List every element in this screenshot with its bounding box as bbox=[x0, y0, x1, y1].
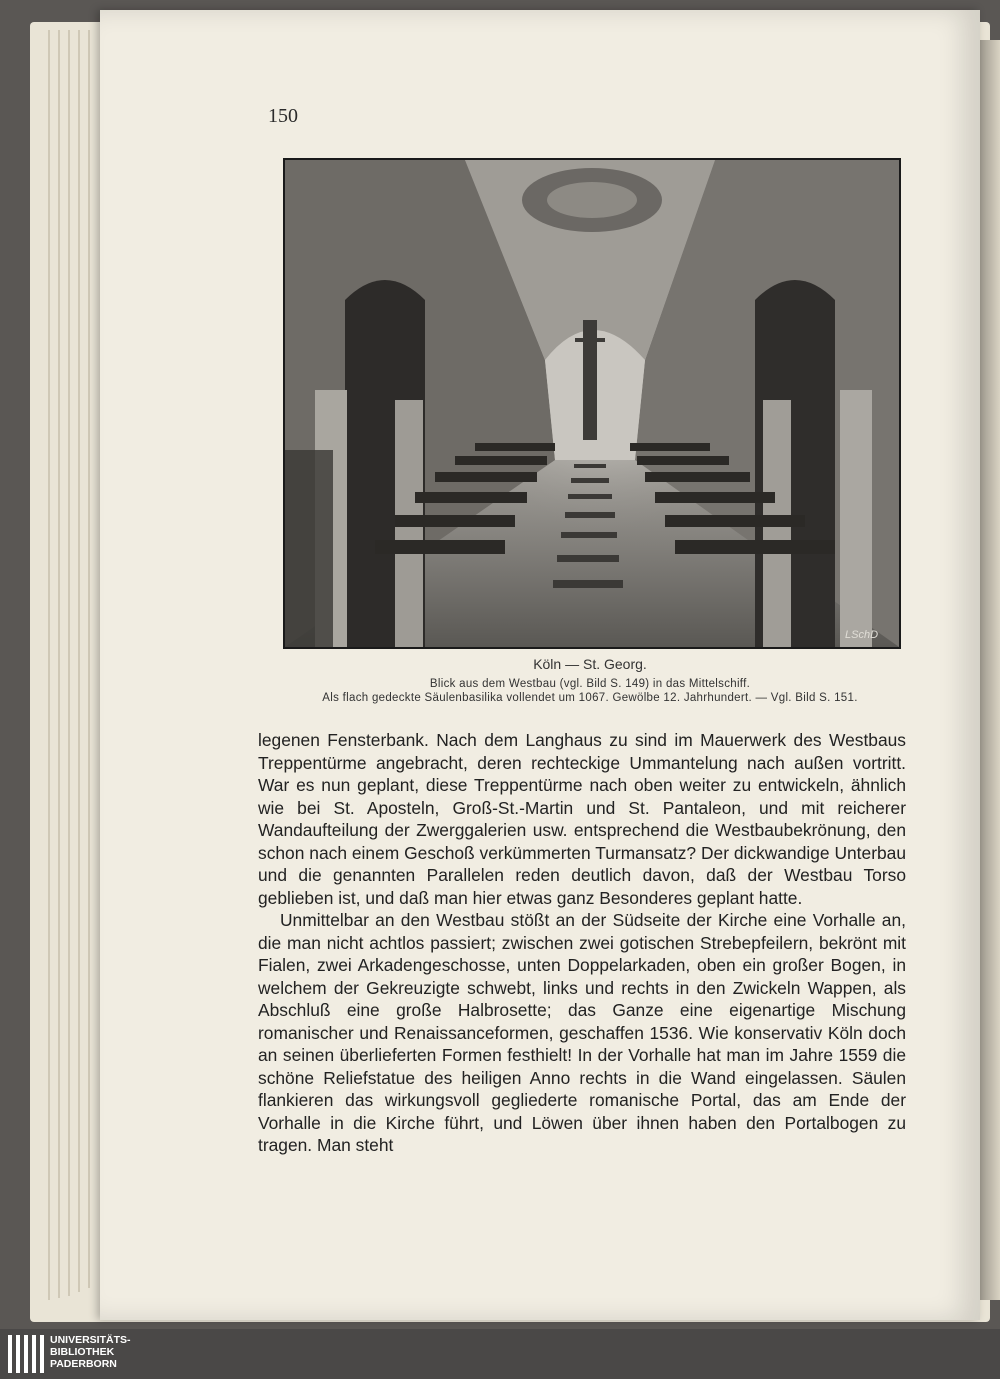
page-number: 150 bbox=[268, 105, 298, 127]
page-stack-edge bbox=[68, 30, 70, 1296]
body-text bbox=[258, 729, 906, 1157]
caption-title: Köln — St. Georg. bbox=[533, 656, 647, 672]
library-name: UNIVERSITÄTS- BIBLIOTHEK PADERBORN bbox=[50, 1334, 131, 1370]
library-footer bbox=[0, 1329, 1000, 1379]
page-stack-edge bbox=[88, 30, 90, 1288]
paragraph: legenen Fensterbank. Nach dem Langhaus zu sind im Mauerwerk des Westbaus Treppentürme angebracht, deren rechteckige Ummantelung nach außen vortritt. War es nun geplant, diese Treppentürme nach oben weiter zu entwickeln, ähnlich wie bei St. Aposteln, Groß-St.-Martin und St. Pantaleon, und mit reicherer Wandaufteilung der Zwerggalerien usw. entsprechend die Westbaubekrönung, den schon nach einem Geschoß verkümmerten Turmansatz? Der dickwandige Unterbau und die genannten Parallelen reden deutlich davon, daß der Westbau Torso geblieben ist, und daß man hier etwas ganz Besonderes geplant hatte. bbox=[258, 730, 906, 908]
paragraph: Unmittelbar an den Westbau stößt an der Südseite der Kirche eine Vorhalle an, die man nicht achtlos passiert; zwischen zwei gotischen Strebepfeilern, bekrönt mit Fialen, zwei Arkadengeschosse, unten Doppelarkaden, oben ein großer Bogen, in welchem der Gekreuzigte schwebt, links und rechts in den Zwickeln Wappen, als Abschluß eine große Halbrosette; das Ganze eine eigenartige Mischung romanischer und Renaissanceformen, geschaffen 1536. Wie konservativ Köln doch an seinen überlieferten Formen festhielt! In der Vorhalle hat man im Jahre 1559 die schöne Reliefstatue des heiligen Anno rechts in die Wand eingelassen. Säulen flankieren das wirkungsvoll gegliederte romanische Portal, das am Ende der Vorhalle in die Kirche führt, und Löwen über ihnen haben den Portalbogen zu tragen. Man steht bbox=[258, 910, 906, 1155]
page-stack-edge bbox=[78, 30, 80, 1292]
caption-line-1: Blick aus dem Westbau (vgl. Bild S. 149) in das Mittelschiff. bbox=[429, 678, 751, 690]
caption-line-2: Als flach gedeckte Säulenbasilika vollendet um 1067. Gewölbe 12. Jahrhundert. — Vgl. Bild S. 151. bbox=[322, 692, 858, 704]
page-stack-edge bbox=[58, 30, 60, 1298]
photo-signature: LSchD bbox=[845, 629, 879, 641]
library-logo-icon bbox=[8, 1335, 46, 1373]
page-stack-edge bbox=[48, 30, 50, 1300]
church-interior-photo bbox=[283, 158, 901, 649]
